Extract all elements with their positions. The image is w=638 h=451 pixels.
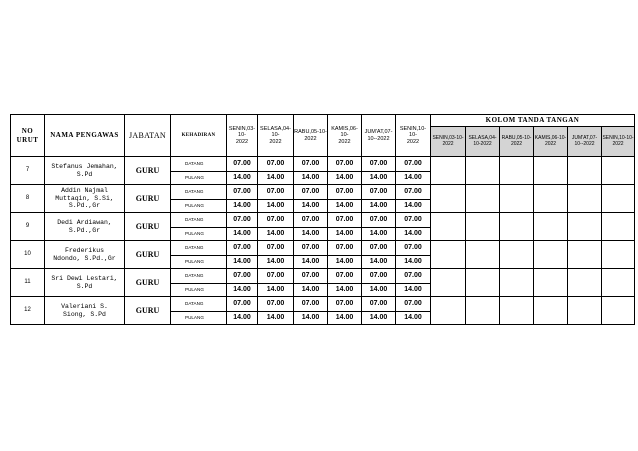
attendance-table	[10, 114, 635, 325]
datang-label: DATANG	[171, 213, 227, 228]
datang-time-cell: 07.00	[227, 157, 258, 172]
datang-time-cell: 07.00	[328, 213, 362, 228]
signature-cell[interactable]	[568, 185, 602, 213]
datang-time-cell: 07.00	[396, 241, 431, 256]
jabatan-cell: GURU	[125, 157, 171, 185]
pulang-time-cell: 14.00	[227, 200, 258, 213]
header-row-1	[11, 115, 635, 127]
signature-cell[interactable]	[500, 241, 534, 269]
header-day-2: SELASA,04-10- 2022	[258, 115, 294, 157]
signature-cell[interactable]	[568, 241, 602, 269]
signature-cell[interactable]	[466, 241, 500, 269]
pulang-time-cell: 14.00	[328, 200, 362, 213]
header-sign-day-4: KAMIS,06-10- 2022	[534, 127, 568, 157]
datang-label: DATANG	[171, 241, 227, 256]
signature-cell[interactable]	[568, 213, 602, 241]
signature-cell[interactable]	[534, 185, 568, 213]
pulang-time-cell: 14.00	[396, 228, 431, 241]
datang-time-cell: 07.00	[227, 297, 258, 312]
row-number: 8	[11, 185, 45, 213]
pulang-time-cell: 14.00	[362, 172, 396, 185]
pulang-time-cell: 14.00	[328, 256, 362, 269]
pulang-time-cell: 14.00	[294, 312, 328, 325]
datang-time-cell: 07.00	[227, 241, 258, 256]
pulang-time-cell: 14.00	[396, 200, 431, 213]
pulang-label: PULANG	[171, 256, 227, 269]
datang-time-cell: 07.00	[258, 297, 294, 312]
datang-time-cell: 07.00	[328, 157, 362, 172]
row-number: 9	[11, 213, 45, 241]
signature-cell[interactable]	[568, 269, 602, 297]
table-row	[11, 241, 635, 256]
datang-time-cell: 07.00	[362, 269, 396, 284]
supervisor-name	[45, 157, 125, 185]
pulang-time-cell: 14.00	[227, 172, 258, 185]
signature-cell[interactable]	[500, 157, 534, 185]
datang-time-cell: 07.00	[396, 269, 431, 284]
row-number: 7	[11, 157, 45, 185]
pulang-time-cell: 14.00	[396, 312, 431, 325]
supervisor-name	[45, 241, 125, 269]
pulang-time-cell: 14.00	[227, 228, 258, 241]
jabatan-cell: GURU	[125, 297, 171, 325]
supervisor-name-line: Frederikus	[64, 247, 104, 255]
pulang-time-cell: 14.00	[258, 312, 294, 325]
pulang-time-cell: 14.00	[294, 284, 328, 297]
header-nama-pengawas: NAMA PENGAWAS	[45, 115, 125, 157]
row-number: 10	[11, 241, 45, 269]
datang-time-cell: 07.00	[227, 185, 258, 200]
datang-time-cell: 07.00	[294, 297, 328, 312]
datang-time-cell: 07.00	[396, 213, 431, 228]
datang-time-cell: 07.00	[362, 241, 396, 256]
signature-cell[interactable]	[534, 213, 568, 241]
supervisor-name-line: Stefanus Jemahan,	[51, 163, 118, 171]
header-day-6: SENIN,10-10- 2022	[396, 115, 431, 157]
datang-time-cell: 07.00	[258, 185, 294, 200]
datang-time-cell: 07.00	[396, 157, 431, 172]
datang-label: DATANG	[171, 297, 227, 312]
pulang-time-cell: 14.00	[258, 256, 294, 269]
signature-cell[interactable]	[500, 213, 534, 241]
datang-time-cell: 07.00	[396, 185, 431, 200]
table-row	[11, 213, 635, 228]
datang-time-cell: 07.00	[294, 157, 328, 172]
datang-time-cell: 07.00	[362, 157, 396, 172]
supervisor-name	[45, 269, 125, 297]
jabatan-cell: GURU	[125, 213, 171, 241]
datang-time-cell: 07.00	[362, 297, 396, 312]
header-day-4: KAMIS,06-10- 2022	[328, 115, 362, 157]
signature-cell[interactable]	[431, 157, 466, 185]
pulang-time-cell: 14.00	[362, 284, 396, 297]
supervisor-name-line: Ndondo, S.Pd.,Gr	[53, 254, 116, 262]
supervisor-name	[45, 213, 125, 241]
signature-cell[interactable]	[500, 269, 534, 297]
supervisor-name-line: Valeriani S.	[61, 303, 108, 311]
pulang-label: PULANG	[171, 284, 227, 297]
signature-cell[interactable]	[534, 241, 568, 269]
datang-time-cell: 07.00	[362, 185, 396, 200]
signature-cell[interactable]	[466, 269, 500, 297]
jabatan-cell: GURU	[125, 185, 171, 213]
signature-cell[interactable]	[602, 157, 635, 185]
signature-cell[interactable]	[466, 185, 500, 213]
datang-time-cell: 07.00	[362, 213, 396, 228]
signature-cell[interactable]	[602, 185, 635, 213]
supervisor-name-line: S.Pd.,Gr	[68, 202, 101, 210]
signature-cell[interactable]	[431, 241, 466, 269]
pulang-time-cell: 14.00	[362, 228, 396, 241]
pulang-time-cell: 14.00	[258, 172, 294, 185]
signature-cell[interactable]	[602, 269, 635, 297]
datang-time-cell: 07.00	[227, 269, 258, 284]
datang-time-cell: 07.00	[294, 269, 328, 284]
datang-time-cell: 07.00	[258, 157, 294, 172]
pulang-label: PULANG	[171, 312, 227, 325]
signature-cell[interactable]	[466, 297, 500, 325]
pulang-time-cell: 14.00	[396, 284, 431, 297]
pulang-time-cell: 14.00	[258, 200, 294, 213]
header-sign-day-2: SELASA,04- 10-2022	[466, 127, 500, 157]
signature-cell[interactable]	[568, 297, 602, 325]
datang-time-cell: 07.00	[258, 269, 294, 284]
signature-cell[interactable]	[431, 297, 466, 325]
header-no-urut: NO URUT	[11, 115, 45, 157]
signature-cell[interactable]	[431, 269, 466, 297]
pulang-time-cell: 14.00	[294, 256, 328, 269]
table-row	[11, 185, 635, 200]
signature-cell[interactable]	[431, 185, 466, 213]
supervisor-name-line: Muttaqin, S.Si,	[55, 194, 114, 202]
signature-cell[interactable]	[534, 269, 568, 297]
pulang-time-cell: 14.00	[227, 256, 258, 269]
header-sign-day-3: RABU,05-10- 2022	[500, 127, 534, 157]
signature-cell[interactable]	[466, 157, 500, 185]
datang-label: DATANG	[171, 157, 227, 172]
table-row	[11, 297, 635, 312]
header-kolom-tanda-tangan: KOLOM TANDA TANGAN	[431, 115, 635, 127]
header-day-3: RABU,05-10- 2022	[294, 115, 328, 157]
row-number: 11	[11, 269, 45, 297]
header-day-5: JUM'AT,07- 10--2022	[362, 115, 396, 157]
datang-time-cell: 07.00	[227, 213, 258, 228]
supervisor-name-line: Sri Dewi Lestari,	[51, 275, 118, 283]
header-day-1: SENIN,03-10- 2022	[227, 115, 258, 157]
datang-time-cell: 07.00	[258, 241, 294, 256]
datang-time-cell: 07.00	[328, 241, 362, 256]
pulang-time-cell: 14.00	[294, 200, 328, 213]
datang-time-cell: 07.00	[294, 185, 328, 200]
pulang-time-cell: 14.00	[294, 172, 328, 185]
signature-cell[interactable]	[602, 297, 635, 325]
header-sign-day-6: SENIN,10-10- 2022	[602, 127, 635, 157]
datang-time-cell: 07.00	[328, 269, 362, 284]
datang-time-cell: 07.00	[294, 241, 328, 256]
jabatan-cell: GURU	[125, 241, 171, 269]
supervisor-name-line: S.Pd	[76, 170, 93, 178]
pulang-time-cell: 14.00	[227, 284, 258, 297]
header-kehadiran: KEHADIRAN	[171, 115, 227, 157]
table-row	[11, 269, 635, 284]
supervisor-name-line: Siong, S.Pd	[63, 310, 106, 318]
signature-cell[interactable]	[534, 297, 568, 325]
pulang-time-cell: 14.00	[258, 228, 294, 241]
pulang-time-cell: 14.00	[396, 256, 431, 269]
pulang-label: PULANG	[171, 228, 227, 241]
datang-time-cell: 07.00	[328, 185, 362, 200]
signature-cell[interactable]	[466, 213, 500, 241]
pulang-time-cell: 14.00	[328, 312, 362, 325]
pulang-label: PULANG	[171, 172, 227, 185]
pulang-time-cell: 14.00	[362, 312, 396, 325]
pulang-time-cell: 14.00	[362, 200, 396, 213]
pulang-time-cell: 14.00	[328, 228, 362, 241]
datang-time-cell: 07.00	[258, 213, 294, 228]
supervisor-name-line: Dedi Ardiawan,	[57, 219, 112, 227]
datang-time-cell: 07.00	[294, 213, 328, 228]
pulang-time-cell: 14.00	[396, 172, 431, 185]
header-sign-day-1: SENIN,03-10- 2022	[431, 127, 466, 157]
supervisor-name-line: Addin Najmal	[61, 187, 108, 195]
supervisor-name-line: S.Pd	[76, 282, 93, 290]
supervisor-name	[45, 297, 125, 325]
signature-cell[interactable]	[534, 157, 568, 185]
header-jabatan: JABATAN	[125, 115, 171, 157]
signature-cell[interactable]	[431, 213, 466, 241]
datang-time-cell: 07.00	[328, 297, 362, 312]
pulang-time-cell: 14.00	[328, 172, 362, 185]
pulang-time-cell: 14.00	[294, 228, 328, 241]
row-number: 12	[11, 297, 45, 325]
pulang-time-cell: 14.00	[362, 256, 396, 269]
pulang-time-cell: 14.00	[258, 284, 294, 297]
signature-cell[interactable]	[500, 297, 534, 325]
signature-cell[interactable]	[602, 241, 635, 269]
table-row	[11, 157, 635, 172]
signature-cell[interactable]	[500, 185, 534, 213]
datang-time-cell: 07.00	[396, 297, 431, 312]
header-sign-day-5: JUM'AT,07- 10--2022	[568, 127, 602, 157]
pulang-label: PULANG	[171, 200, 227, 213]
signature-cell[interactable]	[602, 213, 635, 241]
supervisor-name	[45, 185, 125, 213]
datang-label: DATANG	[171, 269, 227, 284]
pulang-time-cell: 14.00	[227, 312, 258, 325]
pulang-time-cell: 14.00	[328, 284, 362, 297]
signature-cell[interactable]	[568, 157, 602, 185]
jabatan-cell: GURU	[125, 269, 171, 297]
datang-label: DATANG	[171, 185, 227, 200]
supervisor-name-line: S.Pd.,Gr	[68, 226, 101, 234]
